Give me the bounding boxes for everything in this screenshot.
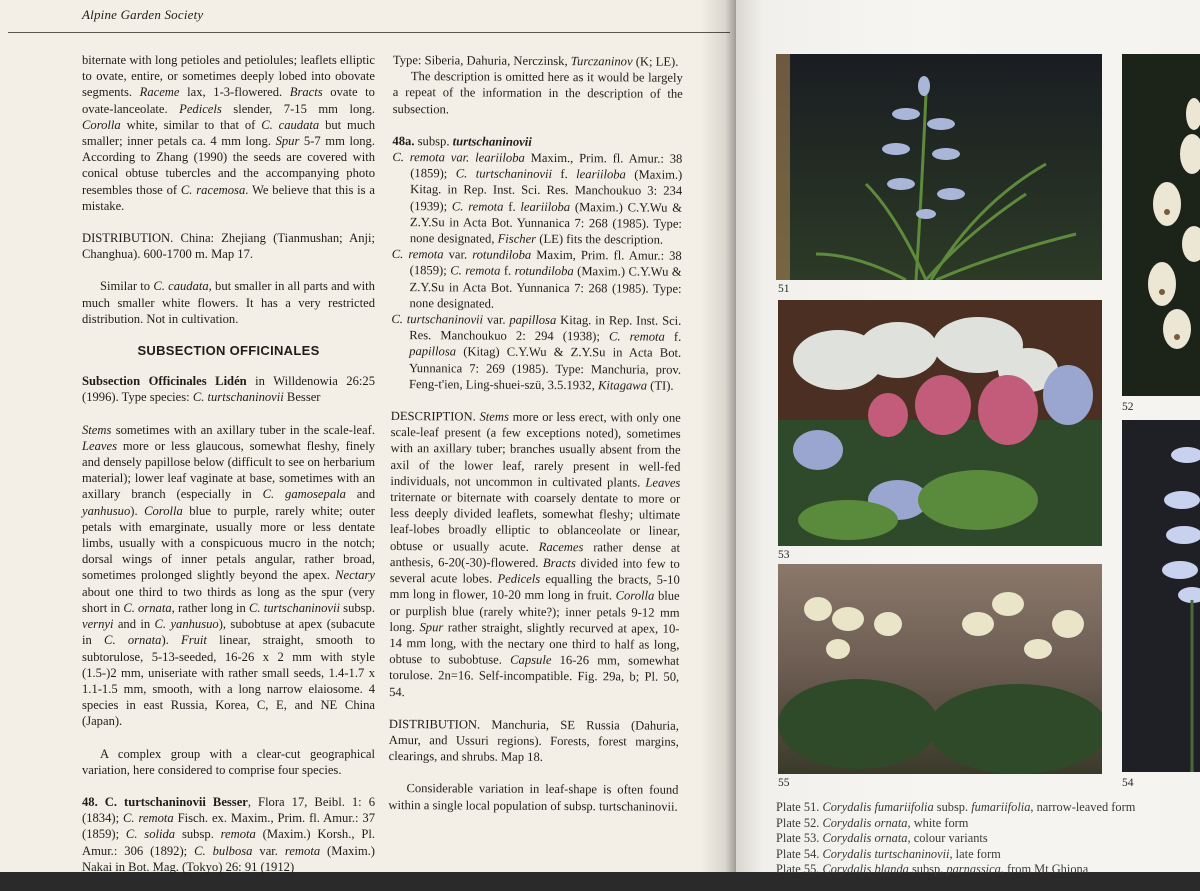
paragraph-description: DESCRIPTION. Stems more or less erect, with only one scale-leaf present (a few exceptions noted), sometimes with an axillary tuber; branches usually absent from the axil of the lower leaf, rarely present in well-fed individuals, not uncommon in cultivated plants. Leaves triternate or biternate with coarsely dentate to more or less deeply divided leaflets, somewhat fleshy; ultimate leaf-lobes broadly elliptic to oblanceolate or linear, obtuse or usually acute. Racemes rather dense at anthesis, 6-20(-30)-flowered. Bracts divided into few to several acute lobes. Pedicels equalling the bracts, 5-10 mm long in flower, 10-20 mm long in fruit. Corolla blue or purplish blue (rarely white?); inner petals 9-12 mm long. Spur rather straight, slightly recurved at apex, 10-14 mm long, with the nectary one third to half as long, obtuse to subobtuse. Capsule 16-26 mm, somewhat torulose. 2n=16. Self-incompatible. Fig. 29a, b; Pl. 50, 54. (389, 409, 681, 699)
header-rule (8, 32, 730, 33)
plate-number-51: 51 (778, 283, 790, 295)
caption-plate-55: Plate 55. Corydalis blanda subsp. parnassica, from Mt Ghiona (776, 862, 1089, 877)
text-column-2 (388, 52, 683, 830)
paragraph-species-description: biternate with long petioles and petiolules; leaflets elliptic to ovate, entire, or sometimes deeply lobed into obovate segments. Raceme lax, 1-3-flowered. Bracts ovate to ovate-lanceolate. Pedicels slender, 7-15 mm long. Corolla white, similar to that of C. caudata but much smaller; inner petals ca. 4 mm long. Spur 5-7 mm long. According to Zhang (1990) the seeds are covered with conical obtuse tubercles and the accompanying photo resembles those of C. racemosa. We believe that this is a mistake. (82, 53, 376, 213)
paragraph-complex-group: A complex group with a clear-cut geographical variation, here considered to comprise four species. (82, 746, 375, 777)
plate-51-photo (776, 54, 1102, 280)
plate-number-52: 52 (1122, 401, 1134, 413)
paragraph-distribution: DISTRIBUTION. China: Zhejiang (Tianmushan; Anji; Changhua). 600-1700 m. Map 17. (82, 231, 375, 262)
plate-55-photo (778, 564, 1102, 774)
text-column-1 (82, 52, 375, 891)
synonym-2: C. remota var. rotundiloba Maxim, Prim. fl. Amur.: 38 (1859); C. remota f. rotundiloba (Maxim.) C.Y.Wu & Z.Y.Su in Acta Bot. Yunnanica 7: 268 (1985). Type: none designated. (391, 247, 682, 311)
running-head: Alpine Garden Society (82, 7, 204, 22)
paragraph-variation: Considerable variation in leaf-shape is often found within a single local population of subsp. turtschaninovii. (388, 781, 679, 814)
caption-plate-51: Plate 51. Corydalis fumariifolia subsp. fumariifolia, narrow-leaved form (776, 800, 1136, 814)
paragraph-note: Similar to C. caudata, but smaller in all parts and with much smaller white flowers. It has a very restricted distribution. Not in cultivation. (82, 279, 375, 326)
plate-53-photo (778, 300, 1102, 546)
plate-number-53: 53 (778, 549, 790, 561)
plate-54-photo (1122, 420, 1200, 772)
paragraph-type: Type: Siberia, Dahuria, Nerczinsk, Turczaninov (K; LE). (392, 52, 679, 69)
caption-plate-52: Plate 52. Corydalis ornata, white form (776, 815, 969, 830)
paragraph-omitted: The description is omitted here as it would be largely a repeat of the information in the description of the subsection. (392, 69, 683, 116)
section-heading: SUBSECTION OFFICINALES (137, 343, 320, 359)
paragraph-distribution-2: DISTRIBUTION. Manchuria, SE Russia (Dahuria, Amur, and Ussuri regions). Forests, forest margins, clearings, and shrubs. Map 18. (388, 716, 679, 765)
plate-52-photo (1122, 54, 1200, 396)
plate-number-54: 54 (1122, 777, 1134, 789)
plate-number-55: 55 (778, 777, 790, 789)
synonym-3: C. turtschaninovii var. papillosa Kitag. in Rep. Inst. Sci. Res. Manchoukuo 2: 294 (1938); C. remota f. papillosa (Kitag) C.Y.Wu & Z.Y.Su in Acta Bot. Yunnanica 7: 269 (1985). Type: Manchuria, prov. Feng-t'ien, Ling-shuei-szü, 3.5.1932, Kitagawa (TI). (391, 312, 682, 393)
page-gutter-shadow (700, 0, 736, 872)
synonym-1: C. remota var. leariiloba Maxim., Prim. fl. Amur.: 38 (1859); C. turtschaninovii f. leariiloba (Maxim.) Kitag. in Rep. Inst. Sci. Res. Manchoukuo 3: 234 (1939); C. remota f. leariiloba (Maxim.) C.Y.Wu & Z.Y.Su in Acta Bot. Yunnanica 7: 268 (1985). Type: none designated, Fischer (LE) fits the description. (392, 150, 683, 247)
paragraph-subsection-citation: Subsection Officinales Lidén in Willdenowia 26:25 (1996). Type species: C. turtschaninovii Besser (82, 374, 375, 405)
caption-plate-53: Plate 53. Corydalis ornata, colour variants (776, 831, 988, 846)
subspecies-heading: 48a. subsp. turtschaninovii (392, 133, 532, 149)
paragraph-subsection-description: Stems sometimes with an axillary tuber in the scale-leaf. Leaves more or less glaucous, somewhat fleshy, finely and densely papillose below (difficult to see on herbarium material); lower leaf vaginate at base, sometimes with an axillary branch (especially in C. gamosepala and yanhusuo). Corolla blue to purple, rarely white; outer petals with emarginate, usually more or less dentate limbs, usually with a conspicuous mucro in the notch; dorsal wings of inner petals angular, rather broad, sometimes prolonged slightly beyond the apex. Nectary about one third to two thirds as long as the spur (very short in C. ornata, rather long in C. turtschaninovii subsp. vernyi and in C. yanhusuo), subobtuse at apex (subacute in C. ornata). Fruit linear, straight, smooth to subtorulose, 5-13-seeded, 16-26 x 2 mm with style (1.5-)2 mm, uniseriate with rather small seeds, 1.4-1.7 x 1.1-1.5 mm, smooth, with a long narrow elaiosome. 4 species in east Russia, Korea, C, E, and NE China (Japan). (82, 422, 376, 729)
caption-plate-54: Plate 54. Corydalis turtschaninovii, late form (776, 846, 1001, 861)
paragraph-species-48: 48. C. turtschaninovii Besser, Flora 17, Beibl. 1: 6 (1834); C. remota Fisch. ex. Maxim., Prim. fl. Amur.: 37 (1859); C. solida subsp. remota (Maxim.) Korsh., Pl. Amur.: 306 (1892); C. bulbosa var. remota (Maxim.) Nakai in Bot. Mag. (Tokyo) 26: 91 (1912) (82, 794, 375, 874)
plate-captions (776, 800, 1196, 878)
